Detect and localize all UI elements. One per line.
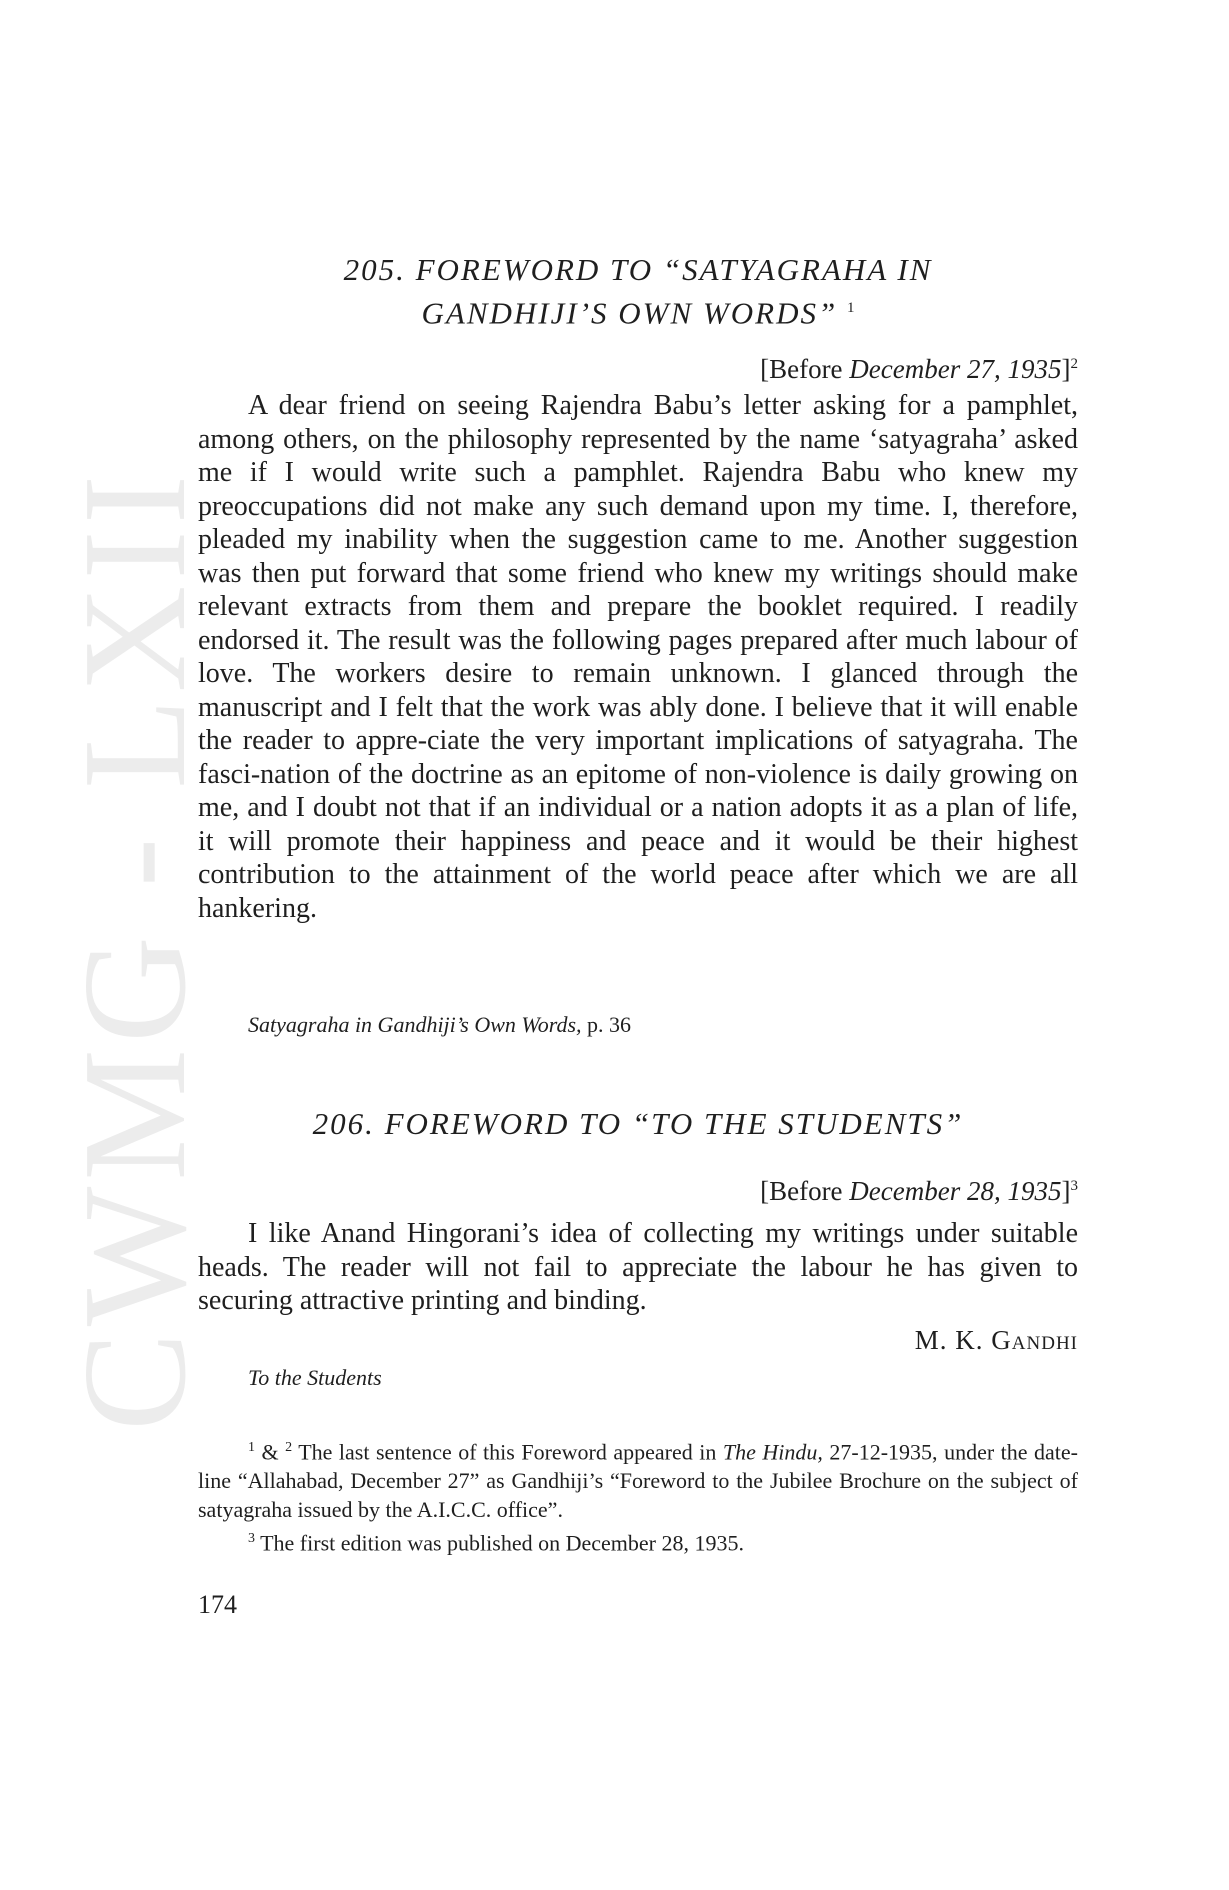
signature: M. K. Gandhi: [914, 1325, 1078, 1355]
section-205-date-value: December 27, 1935: [849, 354, 1062, 384]
section-205-date: [760, 347, 1078, 386]
section-206-date-footnote-ref[interactable]: 3: [1070, 1178, 1078, 1194]
section-205-source-page: p. 36: [581, 1012, 632, 1037]
footnote-3-text: The first edition was published on December 28, 1935.: [255, 1530, 744, 1556]
footnote-1-text-b: 27-12-1935, under the date-line “Allahabad, December 27” as Gandhiji’s “Foreword to the Jubilee Brochure on the subject of satyagraha issued by the A.I.C.C. office”.: [198, 1439, 1079, 1523]
section-206-paragraph: I like Anand Hingorani’s idea of collecting my writings under suitable heads. The reader will not fail to appreciate the labour he has given to securing attractive printing and binding.: [198, 1218, 1078, 1316]
section-205-title-line2-wrap: [198, 289, 1078, 332]
footnote-3: [198, 1524, 1078, 1557]
section-206-date: [760, 1169, 1078, 1208]
footnote-3-marker: 3: [248, 1531, 255, 1547]
section-205-title-footnote-ref[interactable]: 1: [846, 300, 855, 316]
section-205-source: [248, 1011, 631, 1039]
footnote-2-marker: 2: [285, 1440, 293, 1455]
section-205-paragraph: A dear friend on seeing Rajendra Babu’s letter asking for a pamphlet, among others, on the philosophy represented by the name ‘satyagraha’ asked me if I would write such a pamphlet. Rajendra Babu who knew my preoccupations did not make any such demand upon my time. I, therefore, pleaded my inability when the suggestion came to me. Another suggestion was then put forward that some friend who knew my writings should make relevant extracts from them and prepare the booklet required. I readily endorsed it. The result was the following pages prepared after much labour of love. The workers desire to remain unknown. I glanced through the manuscript and I felt that the work was ably done. I believe that it will enable the reader to appre-ciate the very important implications of satyagraha. The fasci-nation of the doctrine as an epitome of non-violence is daily growing on me, and I doubt not that if an individual or a nation adopts it as a plan of life, it will promote their happiness and peace and it would be their highest contribution to the attainment of the world peace after which we are all hankering.: [198, 390, 1078, 924]
section-205-date-prefix: [Before: [760, 354, 850, 384]
cwmg-watermark: CWMG - LXII: [53, 468, 217, 1432]
footnotes: [198, 1433, 1078, 1558]
page-number: 174: [198, 1590, 237, 1619]
section-206-source: To the Students: [248, 1365, 382, 1390]
footnote-1-publication: The Hindu,: [722, 1439, 823, 1465]
section-205-title-line2: GANDHIJI’S OWN WORDS”: [421, 295, 838, 331]
section-205-source-title: Satyagraha in Gandhiji’s Own Words,: [248, 1012, 582, 1037]
section-205-heading: [198, 251, 1078, 332]
section-206-date-prefix: [Before: [760, 1176, 850, 1206]
section-206-date-suffix: ]: [1061, 1176, 1071, 1206]
section-206-date-value: December 28, 1935: [849, 1176, 1062, 1206]
section-206-heading: 206. FOREWORD TO “TO THE STUDENTS”: [312, 1106, 964, 1141]
footnote-1-text-a: The last sentence of this Foreword appeared in: [292, 1439, 723, 1465]
section-205-date-footnote-ref[interactable]: 2: [1070, 356, 1078, 372]
footnote-ampersand: &: [255, 1439, 286, 1465]
section-205-date-suffix: ]: [1061, 354, 1071, 384]
section-205-title-line1: 205. FOREWORD TO “SATYAGRAHA IN: [343, 252, 933, 287]
footnote-1-2: [198, 1433, 1078, 1524]
footnote-1-marker: 1: [248, 1440, 255, 1455]
